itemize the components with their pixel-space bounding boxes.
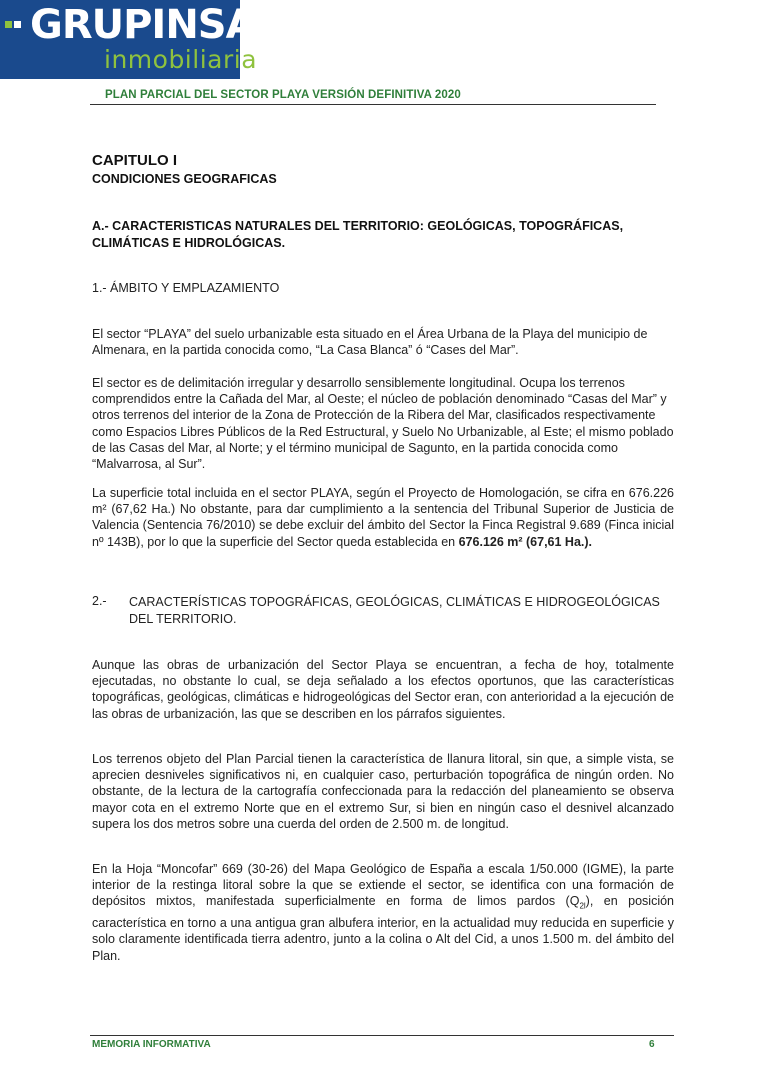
section-2-paragraph-1: Aunque las obras de urbanización del Sector Playa se encuentran, a fecha de hoy, totalmente ejecutadas, no obstante lo cual, se deja señalado a los efectos oportunos, que las características topográficas, geológicas, climáticas e hidrogeológicas del Sector eran, con anterioridad a la ejecución de las obras de urbanización, las que se describen en los párrafos siguientes.	[92, 658, 674, 721]
section-1-paragraph-3	[92, 485, 674, 550]
logo-subtitle: inmobiliaria	[104, 45, 258, 74]
footer-section-label: MEMORIA INFORMATIVA	[92, 1039, 211, 1050]
chapter-subtitle: CONDICIONES GEOGRAFICAS	[92, 172, 277, 186]
section-2-paragraph-2: Los terrenos objeto del Plan Parcial tienen la característica de llanura litoral, sin que, a simple vista, se aprecien desniveles significativos ni, en cualquier caso, perturbación topográfica de ningún orden. No obstante, de la lectura de la cartografía confeccionada para la redacción del planeamiento se observa mayor cota en el extremo Norte que en el extremo Sur, si bien en ningún caso el desnivel alcanzado supera los dos metros sobre una cuerda del orden de 2.500 m. de longitud.	[92, 752, 674, 831]
surface-total-bold: 676.126 m² (67,61 Ha.).	[458, 534, 593, 549]
company-logo	[0, 0, 258, 79]
section-2-paragraph-3	[92, 861, 674, 964]
logo-name: GRUPINSA	[30, 2, 256, 48]
geology-subscript: 2l	[579, 901, 586, 911]
document-header-title: PLAN PARCIAL DEL SECTOR PLAYA VERSIÓN DEFINITIVA 2020	[105, 89, 461, 101]
footer-divider	[90, 1035, 674, 1036]
paragraph-text-b: ), en posición característica en torno a una antigua gran albufera interior, en la actualidad muy reducida en superficie y solo claramente identificada tierra adentro, junto a la colina o Alt del Cid, a unos 1.500 m. del ámbito del Plan.	[92, 894, 675, 963]
section-2-title: CARACTERÍSTICAS TOPOGRÁFICAS, GEOLÓGICAS, CLIMÁTICAS E HIDROGEOLÓGICAS DEL TERRITORIO.	[129, 595, 660, 626]
paragraph-text: La superficie total incluida en el sector PLAYA, según el Proyecto de Homologación, se cifra en 676.226 m² (67,62 Ha.) No obstante, para dar cumplimiento a la sentencia del Tribunal Superior de Justicia de Valencia (Sentencia 76/2010) se debe excluir del ámbito del Sector la Finca Registral 9.689 (Finca inicial nº 143B), por lo que la superficie del Sector queda establecida en	[92, 486, 674, 549]
chapter-title: CAPITULO I	[92, 152, 177, 169]
logo-mark-icon	[5, 14, 27, 36]
section-2-number: 2.-	[92, 594, 107, 608]
section-1-paragraph-1: El sector “PLAYA” del suelo urbanizable esta situado en el Área Urbana de la Playa del municipio de Almenara, en la partida conocida como, “La Casa Blanca” ó “Cases del Mar”.	[92, 327, 648, 358]
section-1-title: 1.- ÁMBITO Y EMPLAZAMIENTO	[92, 281, 280, 295]
section-a-heading: A.- CARACTERISTICAS NATURALES DEL TERRITORIO: GEOLÓGICAS, TOPOGRÁFICAS, CLIMÁTICAS E HIDROLÓGICAS.	[92, 219, 624, 250]
page-number: 6	[649, 1039, 655, 1050]
section-1-paragraph-2: El sector es de delimitación irregular y desarrollo sensiblemente longitudinal. Ocupa los terrenos comprendidos entre la Cañada del Mar, al Oeste; el núcleo de población denominado “Casas del Mar” y otros terrenos del interior de la Zona de Protección de la Ribera del Mar, clasificados respectivamente como Espacios Libres Públicos de la Red Estructural, y Suelo No Urbanizable, al Este; el mismo poblado de las Casas del Mar, al Norte; y el término municipal de Sagunto, en la partida conocida como “Malvarrosa, al Sur”.	[92, 376, 674, 472]
paragraph-text-a: En la Hoja “Moncofar” 669 (30-26) del Mapa Geológico de España a escala 1/50.000 (IGME), la parte interior de la restinga litoral sobre la que se extiende el sector, se identifica con una formación de depósitos mixtos, manifestada superficialmente en forma de limos pardos (Q	[92, 862, 674, 909]
header-divider	[90, 104, 656, 105]
